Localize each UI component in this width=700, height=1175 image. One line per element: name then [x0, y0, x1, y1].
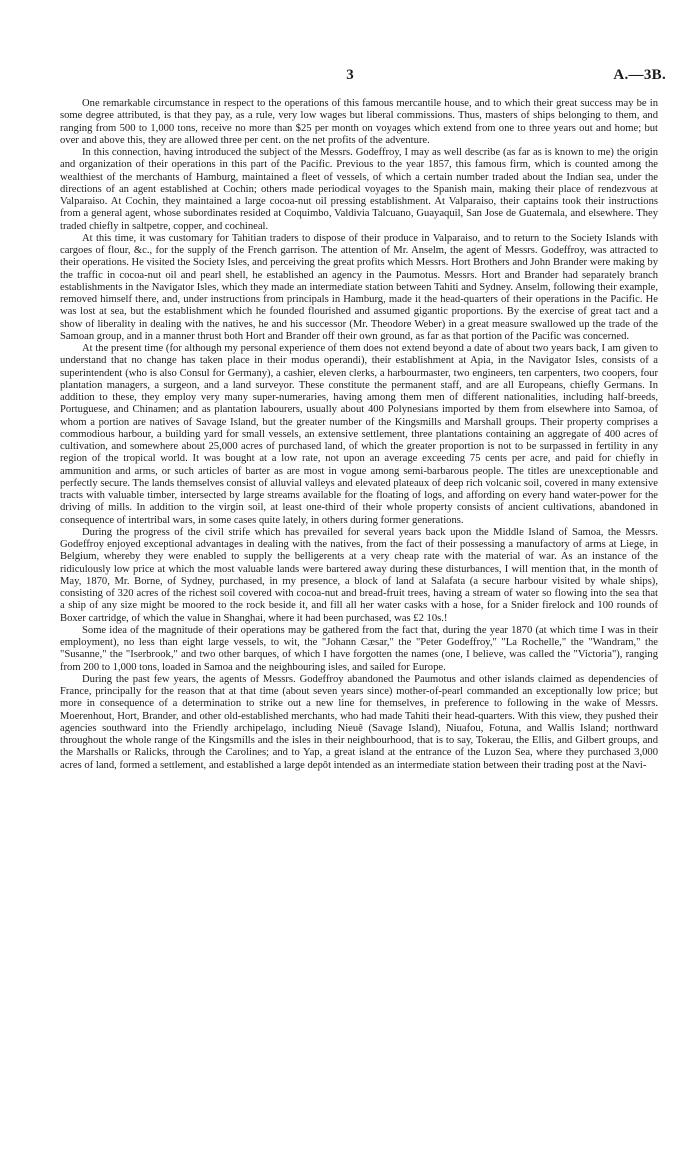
paragraph-godeffroy-origins: In this connection, having introduced the subject of the Messrs. Godeffroy, I may as well describe (as far as is known to me) the origin and organization of their operations in this part of the Pacific. Previous to the year 1857, this famous firm, which is counted among the wealthiest of the merchants of Hamburg, maintained a fleet of vessels, of which a certain number traded about the Indian sea, under the directions of an agent established at Cochin; others made periodical voyages to the Spanish main, making their place of rendezvous at Valparaiso. At Cochin, they maintained a large cocoa-nut oil pressing establishment. At Valparaiso, their captains took their instructions from a general agent, whose subordinates resided at Coquimbo, Valdivia Talcuano, Guayaquil, San Jose de Guatemala, and elsewhere. They traded chiefly in saltpetre, copper, and cochineal.	[60, 147, 658, 232]
body-text	[60, 98, 658, 772]
page-number: 3	[346, 67, 354, 83]
paragraph-magnitude-operations: Some idea of the magnitude of their operations may be gathered from the fact that, during the year 1870 (at which time I was in their employment), no less than eight large vessels, to wit, the "Johann Cæsar," the "Peter Godeffroy," "La Rochelle," the "Wandram," the "Susanne," the "Iserbrook," and two other barques, of which I have forgotten the names (one, I believe, was called the "Victoria"), ranging from 200 to 1,000 tons, loaded in Samoa and the neighbouring isles, and sailed for Europe.	[60, 624, 658, 673]
document-reference: A.—3B.	[613, 67, 666, 83]
paragraph-tahitian-traders: At this time, it was customary for Tahitian traders to dispose of their produce in Valparaiso, and to return to the Society Islands with cargoes of flour, &c., for the supply of the French garrison. The attention of Mr. Anselm, the agent of Messrs. Godeffroy, was attracted to their operations. He visited the Society Isles, and perceiving the great profits which Messrs. Hort Brothers and John Brander were making by the traffic in cocoa-nut oil and pearl shell, he established an agency in the Paumotus. Messrs. Hort and Brander had separately branch establishments in the Navigator Isles, which they made an intermediate station between Tahiti and Sydney. Anselm, following their example, removed himself there, and, under instructions from principals in Hamburg, made it the head-quarters of their operations in the Pacific. He was lost at sea, but the establishment which he founded flourished and assumed gigantic proportions. By the exercise of great tact and a show of liberality in dealing with the natives, he and his successor (Mr. Theodore Weber) in a great measure swallowed up the trade of the Samoan group, and in a manner thrust both Hort and Brander off their own ground, as far as that portion of the Pacific was concerned.	[60, 232, 658, 342]
paragraph-apia-establishment: At the present time (for although my personal experience of them does not extend beyond a date of about two years back, I am given to understand that no change has taken place in their modus operandi), their establishment at Apia, in the Navigator Isles, consists of a superintendent (who is also Consul for Germany), a cashier, eleven clerks, a harbourmaster, two engineers, ten carpenters, two coopers, four plantation managers, a surgeon, and a land surveyor. These constitute the permanent staff, and are all Europeans, chiefly Germans. In addition to these, they employ very many super-numeraries, having among them men of different nationalities, including half-breeds, Portuguese, and Chinamen; and as plantation labourers, usually about 400 Polynesians imported by them from elsewhere into Samoa, of whom a portion are natives of Savage Island, but the greater number of the Kingsmills and Marshall groups. Their property comprises a commodious harbour, a building yard for small vessels, an extensive settlement, three plantations containing an aggregate of 400 acres of cultivation, and somewhere about 25,000 acres of purchased land, of which the greater proportion is not to be surpassed in fertility in any region of the tropical world. It was bought at a low rate, not upon an average exceeding 75 cents per acre, and paid for chiefly in ammunition and arms, or such articles of barter as are most in vogue among semi-barbarous people. The titles are unexceptionable and perfectly secure. The lands themselves consist of alluvial valleys and elevated plateaux of deep rich volcanic soil, covered in many extensive tracts with valuable timber, intersected by large streams available for the floating of logs, and affording on every hand water-power for the driving of mills. In addition to the virgin soil, at least one-third of their whole property consists of ancient cultivations, abandoned in consequence of intertribal wars, in some cases quite lately, in others during former generations.	[60, 343, 658, 526]
paragraph-commissions: One remarkable circumstance in respect to the operations of this famous mercantile house, and to which their great success may be in some degree attributed, is that they pay, as a rule, very low wages but liberal commissions. Thus, masters of ships belonging to them, and ranging from 500 to 1,000 tons, receive no more than $25 per month on voyages which extend from one to three years out and home; but over and above this, they are allowed three per cent. on the net profits of the adventure.	[60, 98, 658, 146]
paragraph-recent-expansion: During the past few years, the agents of Messrs. Godeffroy abandoned the Paumotus and other islands claimed as dependencies of France, principally for the reason that at that time (about seven years since) mother-of-pearl commanded an exceptionally low price; but more in consequence of a determination to strike out a new line for themselves, in preference to following in the wake of Messrs. Moerenhout, Hort, Brander, and other old-established merchants, who had made Tahiti their head-quarters. With this view, they pushed their agencies southward into the Friendly archipelago, including Nieuê (Savage Island), Niuafou, Fotuna, and Wallis Island; northward throughout the whole range of the Kingsmills and the isles in their neighbourhood, that is to say, Tokerau, the Ellis, and Gilbert groups, and the Marshalls or Ralicks, through the Carolines; and to Yap, a great island at the entrance of the Luzon Sea, where they purchased 3,000 acres of land, formed a settlement, and established a large depôt intended as an intermediate station between their trading post at the Navi-	[60, 673, 658, 771]
paragraph-civil-strife: During the progress of the civil strife which has prevailed for several years back upon the Middle Island of Samoa, the Messrs. Godeffroy enjoyed exceptional advantages in dealing with the natives, from the fact of their possessing a manufactory of arms at Liege, in Belgium, whereby they were enabled to supply the belligerents at a very cheap rate with the material of war. As an instance of the ridiculously low price at which the most valuable lands were bartered away during these disturbances, I will mention that, in the month of May, 1870, Mr. Borne, of Sydney, purchased, in my presence, a block of land at Salafata (a secure harbour visited by whale ships), consisting of 320 acres of the richest soil covered with cocoa-nut and bread-fruit trees, having a stream of water so flowing into the sea that a ship of any size might be moored to the rock beside it, and fill all her water casks with a hose, for a Snider firelock and 100 rounds of Boxer cartridge, of which the value in Shanghai, where it had been purchased, was £2 10s.!	[60, 526, 658, 624]
